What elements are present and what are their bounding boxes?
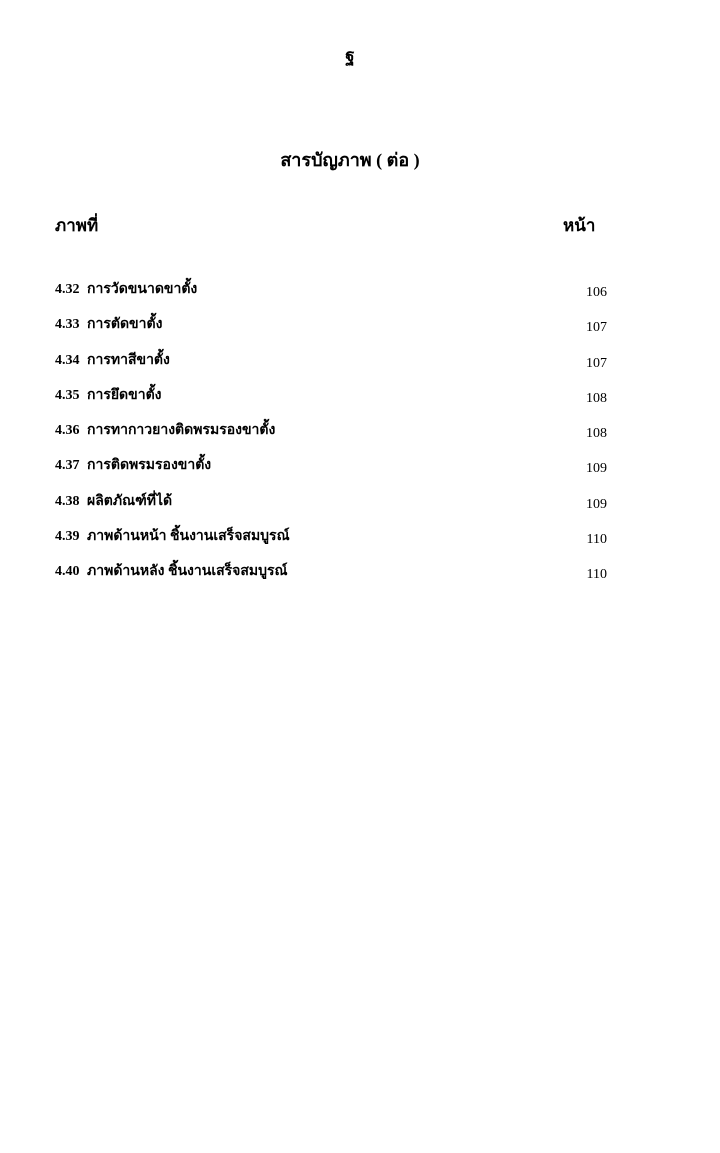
figure-page: 109: [586, 496, 607, 512]
figure-title: การตัดขาตั้ง: [87, 317, 163, 333]
figure-number: 4.34: [55, 352, 80, 368]
figure-page: 107: [586, 355, 607, 371]
figure-page: 109: [586, 461, 607, 477]
page-title: สารบัญภาพ ( ต่อ ): [280, 150, 420, 170]
figure-page: 108: [586, 390, 607, 406]
figure-title: การทากาวยางติดพรมรองขาตั้ง: [87, 423, 276, 439]
figure-number: 4.35: [55, 387, 80, 403]
figure-page: 106: [586, 285, 607, 300]
figure-number: 4.32: [55, 282, 80, 297]
figure-entry-4-35: [55, 386, 615, 421]
figure-page: 110: [586, 567, 607, 583]
page-number: ฐ: [345, 46, 355, 65]
figure-entry-4-40: [55, 562, 615, 597]
figure-entry-4-34: [55, 351, 615, 386]
figure-title: การติดพรมรองขาตั้ง: [87, 458, 212, 474]
figure-page: 108: [586, 426, 607, 442]
figure-entry-4-33: [55, 315, 615, 350]
figure-list: [55, 280, 615, 598]
figure-entry-4-36: [55, 421, 615, 456]
figure-column-header: ภาพที่: [55, 216, 99, 235]
figure-entry-4-37: [55, 456, 615, 491]
figure-title: การยึดขาตั้ง: [87, 387, 162, 403]
figure-title: การทาสีขาตั้ง: [87, 352, 170, 368]
figure-entry-4-39: [55, 527, 615, 562]
figure-number: 4.38: [55, 493, 80, 509]
figure-number: 4.40: [55, 564, 80, 580]
figure-entry-4-32: [55, 280, 615, 315]
figure-entry-4-38: [55, 492, 615, 527]
figure-number: 4.36: [55, 423, 80, 439]
figure-title: การวัดขนาดขาตั้ง: [87, 282, 198, 297]
figure-page: 107: [586, 320, 607, 336]
figure-number: 4.37: [55, 458, 80, 474]
figure-page: 110: [586, 532, 607, 548]
figure-number: 4.33: [55, 317, 80, 333]
page-column-header: หน้า: [563, 216, 596, 235]
figure-title: ภาพด้านหน้า ชิ้นงานเสร็จสมบูรณ์: [87, 529, 290, 545]
figure-title: ผลิตภัณฑ์ที่ได้: [87, 493, 173, 509]
figure-number: 4.39: [55, 529, 80, 545]
figure-title: ภาพด้านหลัง ชิ้นงานเสร็จสมบูรณ์: [87, 564, 288, 580]
